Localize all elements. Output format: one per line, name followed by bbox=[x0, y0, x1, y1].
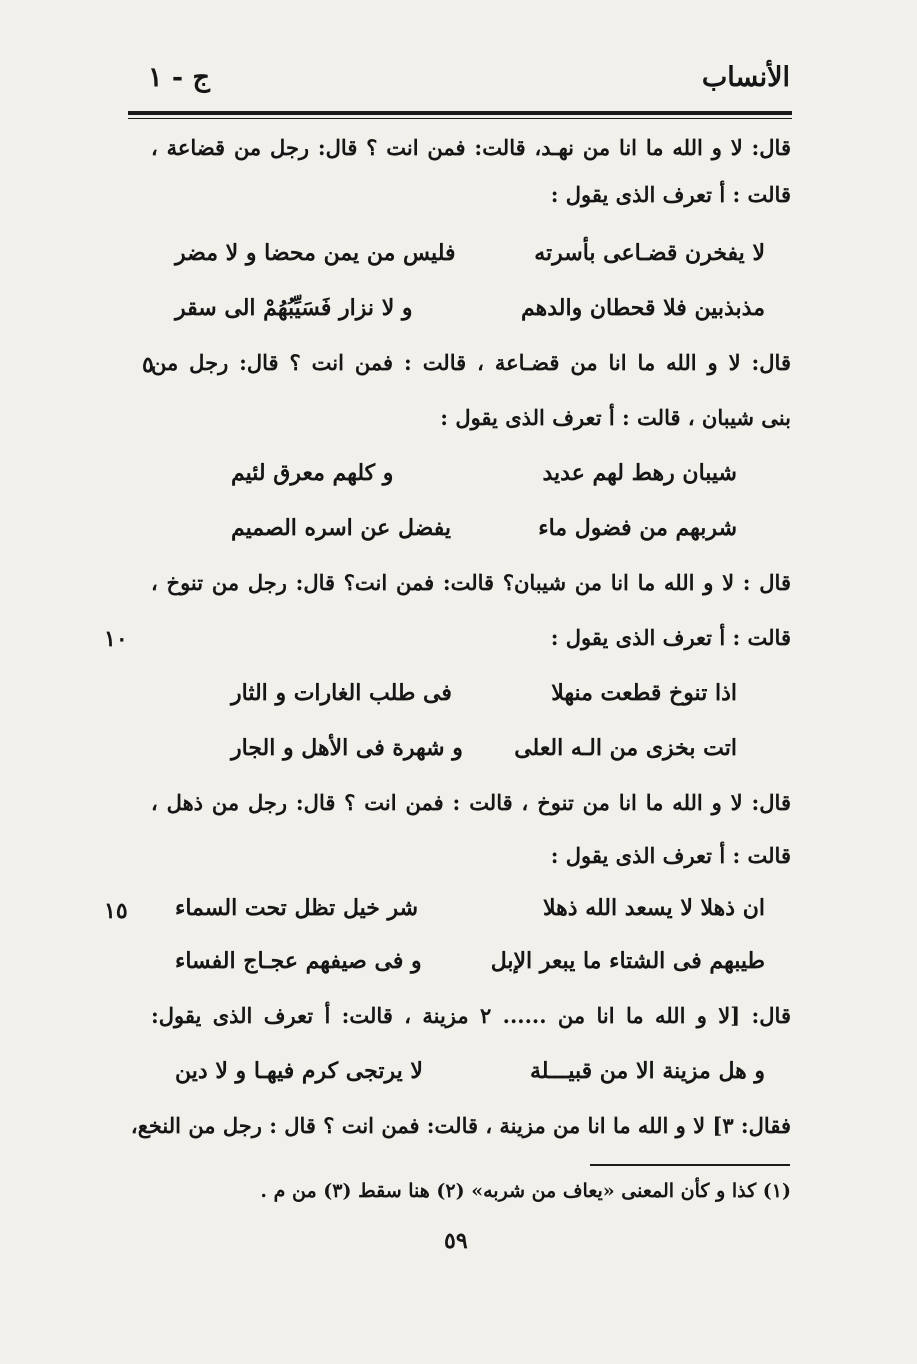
verse-first-hemistich: شربهم من فضول ماء bbox=[538, 515, 737, 541]
verse-line bbox=[175, 1058, 765, 1084]
header-rule-thick bbox=[128, 111, 792, 115]
verse-second-hemistich: و فى صيفهم عجـاج الفساء bbox=[175, 948, 422, 974]
verse-line bbox=[231, 460, 737, 486]
verse-line bbox=[231, 515, 737, 541]
verse-first-hemistich: اذا تنوخ قطعت منهلا bbox=[551, 680, 737, 706]
footnote: (١) كذا و كأن المعنى «يعاف من شربه» (٢) هنا سقط (٣) من م . bbox=[260, 1180, 791, 1202]
verse-first-hemistich: و هل مزينة الا من قبيـــلة bbox=[529, 1058, 765, 1084]
verse-second-hemistich: يفضل عن اسره الصميم bbox=[231, 515, 451, 541]
verse-line bbox=[231, 735, 737, 761]
verse-second-hemistich: و لا نزار فَسَيِّبُهُمْ الى سقر bbox=[175, 295, 413, 321]
verse-second-hemistich: و شهرة فى الأهل و الجار bbox=[231, 735, 463, 761]
verse-line bbox=[175, 948, 765, 974]
verse-second-hemistich: فى طلب الغارات و الثار bbox=[231, 680, 452, 706]
running-header bbox=[130, 62, 790, 102]
verse-first-hemistich: مذبذبين فلا قحطان والدهم bbox=[521, 295, 765, 321]
verse-line bbox=[175, 295, 765, 321]
page-number: ٥٩ bbox=[444, 1228, 468, 1254]
verse-line bbox=[175, 240, 765, 266]
prose-line: قال: لا و الله ما انا من قضـاعة ، قالت : فمن انت ؟ قال: رجل من bbox=[151, 350, 791, 375]
margin-line-number: ١٥ bbox=[104, 898, 128, 924]
verse-second-hemistich: شر خيل تظل تحت السماء bbox=[175, 895, 419, 921]
verse-first-hemistich: شيبان رهط لهم عديد bbox=[542, 460, 737, 486]
verse-second-hemistich: لا يرتجى كرم فيهـا و لا دين bbox=[175, 1058, 423, 1084]
margin-line-number: ٥ bbox=[142, 352, 154, 378]
verse-second-hemistich: و كلهم معرق لئيم bbox=[231, 460, 394, 486]
margin-line-number: ١٠ bbox=[104, 626, 128, 652]
prose-line: قال : لا و الله ما انا من شيبان؟ قالت: فمن انت؟ قال: رجل من تنوخ ، bbox=[151, 570, 791, 595]
verse-first-hemistich: طيبهم فى الشتاء ما يبعر الإبل bbox=[490, 948, 765, 974]
verse-second-hemistich: فليس من يمن محضا و لا مضر bbox=[175, 240, 456, 266]
prose-line: فقال: ٣] لا و الله ما انا من مزينة ، قالت: فمن انت ؟ قال : رجل من النخع، bbox=[130, 1113, 791, 1138]
prose-line: قال: لا و الله ما انا من تنوخ ، قالت : فمن انت ؟ قال: رجل من ذهل ، bbox=[151, 790, 791, 815]
prose-line: قال: لا و الله ما انا من نهـد، قالت: فمن انت ؟ قال: رجل من قضاعة ، bbox=[151, 135, 791, 160]
verse-line bbox=[231, 680, 737, 706]
prose-line: قالت : أ تعرف الذى يقول : bbox=[550, 625, 791, 650]
prose-line: بنى شيبان ، قالت : أ تعرف الذى يقول : bbox=[440, 405, 791, 430]
volume-label: ج - ١ bbox=[148, 62, 210, 93]
verse-first-hemistich: ان ذهلا لا يسعد الله ذهلا bbox=[543, 895, 765, 921]
verse-first-hemistich: اتت بخزى من الـه العلى bbox=[514, 735, 737, 761]
prose-line: قالت : أ تعرف الذى يقول : bbox=[550, 843, 791, 868]
prose-line: قال: [لا و الله ما انا من ...... ٢ مزينة ، قالت: أ تعرف الذى يقول: bbox=[151, 1003, 791, 1028]
footnote-rule bbox=[590, 1164, 790, 1166]
verse-first-hemistich: لا يفخرن قضـاعى بأسرته bbox=[534, 240, 765, 266]
verse-line bbox=[175, 895, 765, 921]
prose-line: قالت : أ تعرف الذى يقول : bbox=[550, 182, 791, 207]
header-rule-thin bbox=[128, 118, 792, 119]
book-title: الأنساب bbox=[701, 62, 790, 93]
